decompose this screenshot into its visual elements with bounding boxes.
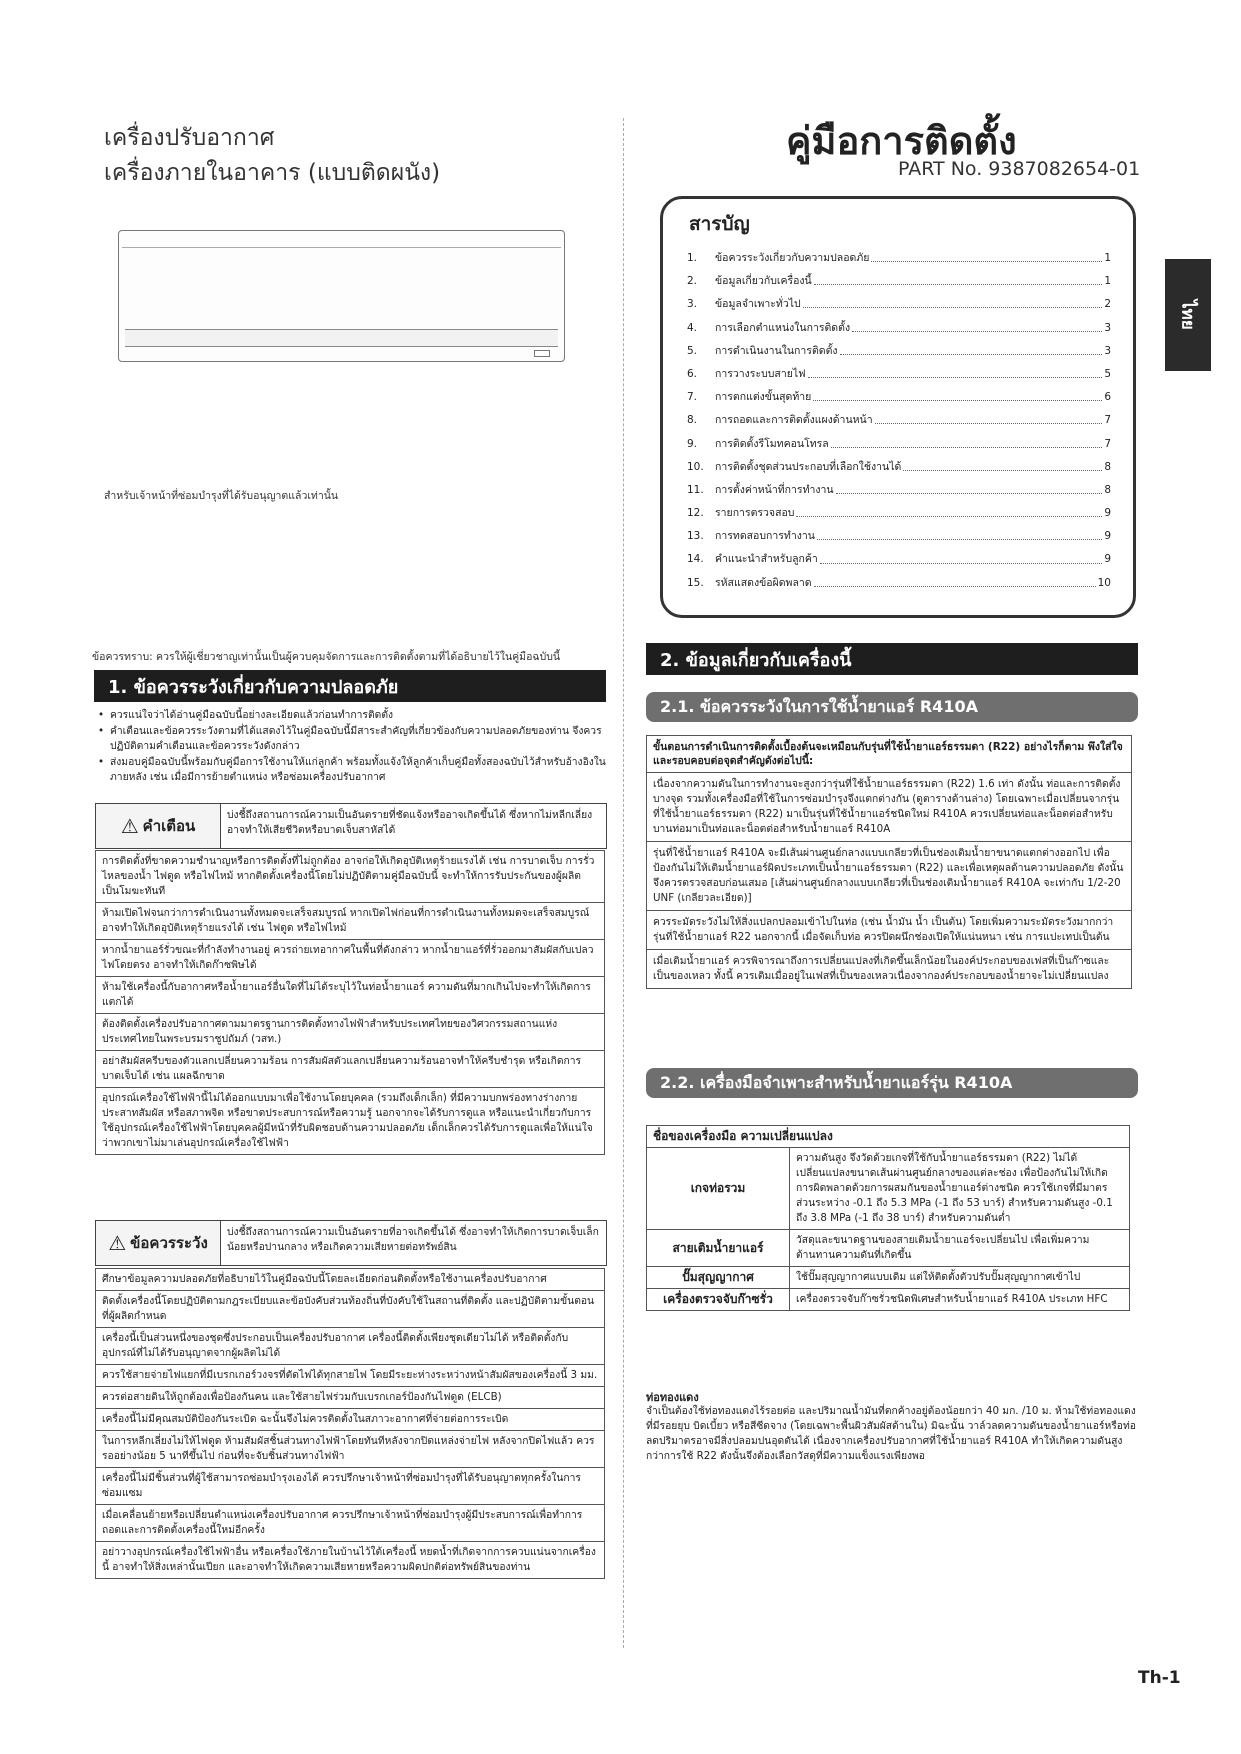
tool-name: ปั๊มสุญญากาศ: [647, 1267, 790, 1289]
toc-item-label: คำแนะนำสำหรับลูกค้า: [715, 553, 818, 566]
product-line-2: เครื่องภายในอาคาร (แบบติดผนัง): [104, 160, 441, 186]
tool-change: ใช้ปั๊มสุญญากาศแบบเดิม แต่ให้ติดตั้งตัวปรับปั๊มสุญญากาศเข้าไป: [790, 1267, 1130, 1289]
toc-item-label: รหัสแสดงข้อผิดพลาด: [715, 576, 812, 589]
language-tab: [1165, 259, 1211, 371]
warning-item: อุปกรณ์เครื่องใช้ไฟฟ้านี้ไม่ได้ออกแบบมาเพื่อใช้งานโดยบุคคล (รวมถึงเด็กเล็ก) ที่มีความบกพร่องทางร่างกาย ประสาทสัมผัส หรือสภาพจิต หรือขาดประสบการณ์หรือความรู้ นอกจากจะได้รับการดูแล หรือแนะนำเกี่ยวกับการใช้อุปกรณ์เครื่องใช้ไฟฟ้าโดยบุคคลผู้มีหน้าที่รับผิดชอบด้านความปลอดภัย เด็กเล็กควรได้รับการดูแลเพื่อให้แน่ใจว่าพวกเขาไม่มาเล่นอุปกรณ์เครื่องใช้ไฟฟ้า: [95, 1088, 605, 1155]
bullet-item: • ควรแน่ใจว่าได้อ่านคู่มือฉบับนี้อย่างละเอียดแล้วก่อนทำการติดตั้ง: [96, 708, 606, 723]
toc-item[interactable]: [687, 572, 1111, 595]
section-2-header: 2. ข้อมูลเกี่ยวกับเครื่องนี้: [646, 643, 1138, 675]
r410a-precaution-paragraph: เนื่องจากความดันในการทำงานจะสูงกว่ารุ่นที่ใช้น้ำยาแอร์ธรรมดา (R22) 1.6 เท่า ดังนั้น ท่อและการติดตั้งบางจุด รวมทั้งเครื่องมือที่ใช้ในการซ่อมบำรุงจึงแตกต่างกัน (ดูตารางด้านล่าง) โดยเฉพาะเมื่อเปลี่ยนจากรุ่นที่ใช้น้ำยาแอร์ธรรมดา (R22) มาเป็นรุ่นที่ใช้น้ำยาแอร์ชนิดใหม่ R410A ควรเปลี่ยนท่อและน็อตต่อสำหรับบานท่อมาเป็นท่อและน็อตต่อสำหรับน้ำยาแอร์ R410A: [647, 773, 1131, 842]
tools-table: [646, 1125, 1130, 1311]
caution-item: ติดตั้งเครื่องนี้โดยปฏิบัติตามกฎระเบียบและข้อบังคับส่วนท้องถิ่นที่บังคับใช้ในสถานที่ติดตั้ง และปฏิบัติตามขั้นตอนที่ผู้ผลิตกำหนด: [95, 1291, 605, 1328]
product-line-1: เครื่องปรับอากาศ: [104, 125, 275, 151]
language-tab-label: ไทย: [1177, 300, 1198, 330]
toc-item-label: การวางระบบสายไฟ: [715, 367, 806, 380]
toc-item-label: การตกแต่งขั้นสุดท้าย: [715, 391, 812, 404]
tool-name: เกจท่อรวม: [647, 1148, 790, 1230]
subsection-2-2-header: 2.2. เครื่องมือจำเพาะสำหรับน้ำยาแอร์รุ่น R410A: [646, 1068, 1138, 1098]
toc-item-number: 15.: [687, 576, 704, 589]
toc-item[interactable]: [687, 386, 1111, 409]
tool-name: เครื่องตรวจจับก๊าซรั่ว: [647, 1289, 790, 1311]
toc-item-label: การดำเนินงานในการติดตั้ง: [715, 344, 838, 357]
toc-item[interactable]: [687, 270, 1111, 293]
warning-label: คำเตือน: [142, 817, 196, 835]
safety-bullets: [96, 708, 606, 786]
warning-item: ต้องติดตั้งเครื่องปรับอากาศตามมาตรฐานการติดตั้งทางไฟฟ้าสำหรับประเทศไทยของวิศวกรรมสถานแห่งประเทศไทยในพระบรมราชูปถัมภ์ (วสท.): [95, 1014, 605, 1051]
authorized-only-note: สำหรับเจ้าหน้าที่ซ่อมบำรุงที่ได้รับอนุญาตแล้วเท่านั้น: [104, 490, 339, 502]
tool-change: เครื่องตรวจจับก๊าซรั่วชนิดพิเศษสำหรับน้ำยาแอร์ R410A ประเภท HFC: [790, 1289, 1130, 1311]
toc-item-page: 6: [1104, 391, 1111, 404]
warning-item: หากน้ำยาแอร์รั่วขณะที่กำลังทำงานอยู่ ควรถ่ายเทอากาศในพื้นที่ดังกล่าว หากน้ำยาแอร์ที่รั่วออกมาสัมผัสกับเปลวไฟโดยตรง อาจทำให้เกิดก๊าซพิษได้: [95, 940, 605, 977]
toc-item-number: 3.: [687, 298, 698, 311]
part-number: PART No. 9387082654-01: [898, 158, 1141, 180]
warning-item: ห้ามเปิดไฟจนกว่าการดำเนินงานทั้งหมดจะเสร็จสมบูรณ์ หากเปิดไฟก่อนที่การดำเนินงานทั้งหมดจะเสร็จสมบูรณ์ อาจทำให้เกิดอุบัติเหตุร้ายแรงได้ เช่น ไฟดูด หรือไฟไหม้: [95, 903, 605, 940]
toc-item-label: ข้อควรระวังเกี่ยวกับความปลอดภัย: [715, 252, 870, 264]
toc-item[interactable]: [687, 363, 1111, 386]
tool-change: วัสดุและขนาดฐานของสายเติมน้ำยาแอร์จะเปลี่ยนไป เพื่อเพิ่มความต้านทานความดันที่เกิดขึ้น: [790, 1230, 1130, 1267]
caution-header: [95, 1220, 607, 1266]
toc-item-number: 13.: [687, 530, 704, 543]
toc-item-page: 5: [1104, 367, 1111, 380]
toc-item[interactable]: [687, 456, 1111, 479]
toc-item-page: 9: [1104, 507, 1111, 520]
tools-table-row: [647, 1289, 1130, 1311]
tools-table-header: ชื่อของเครื่องมือ ความเปลี่ยนแปลง: [647, 1126, 1130, 1148]
warning-item: อย่าสัมผัสครีบของตัวแลกเปลี่ยนความร้อน การสัมผัสตัวแลกเปลี่ยนความร้อนอาจทำให้ครีบชำรุด หรือเกิดการบาดเจ็บได้ เช่น แผลฉีกขาด: [95, 1051, 605, 1088]
toc-item[interactable]: [687, 502, 1111, 525]
toc-item-label: การติดตั้งชุดส่วนประกอบที่เลือกใช้งานได้: [715, 460, 902, 473]
warning-item: ห้ามใช้เครื่องนี้กับอากาศหรือน้ำยาแอร์อื่นใดที่ไม่ได้ระบุไว้ในท่อน้ำยาแอร์ ความดันที่มากเกินไปจะทำให้เกิดการแตกได้: [95, 977, 605, 1014]
bullet-item: • คำเตือนและข้อควรระวังตามที่ได้แสดงไว้ในคู่มือฉบับนี้มีสาระสำคัญที่เกี่ยวข้องกับความปลอดภัยของท่าน จึงควรปฏิบัติตามคำเตือนและข้อควรระวังดังกล่าว: [96, 724, 606, 754]
caution-item: เมื่อเคลื่อนย้ายหรือเปลี่ยนตำแหน่งเครื่องปรับอากาศ ควรปรึกษาเจ้าหน้าที่ซ่อมบำรุงผู้มีประสบการณ์เพื่อทำการถอดและการติดตั้งเครื่องนี้ใหม่อีกครั้ง: [95, 1505, 605, 1542]
caution-item: ควรใช้สายจ่ายไฟแยกที่มีเบรกเกอร์วงจรที่ตัดไฟได้ทุกสายไฟ โดยมีระยะห่างระหว่างหน้าสัมผัสของเครื่องนี้ 3 มม.: [95, 1365, 605, 1387]
toc-item-page: 7: [1104, 437, 1111, 450]
toc-item-number: 1.: [687, 252, 698, 264]
warning-triangle-icon: ⚠: [120, 814, 139, 838]
toc-item-page: 1: [1104, 275, 1111, 288]
toc-title: สารบัญ: [689, 213, 750, 235]
bullet-item: • ส่งมอบคู่มือฉบับนี้พร้อมกับคู่มือการใช้งานให้แก่ลูกค้า พร้อมทั้งแจ้งให้ลูกค้าเก็บคู่มือทั้งสองฉบับไว้สำหรับอ้างอิงในภายหลัง เช่น เมื่อมีการย้ายตำแหน่ง หรือซ่อมเครื่องปรับอากาศ: [96, 755, 606, 785]
toc-item-number: 9.: [687, 437, 698, 450]
caution-item: เครื่องนี้เป็นส่วนหนึ่งของชุดซึ่งประกอบเป็นเครื่องปรับอากาศ เครื่องนี้ติดตั้งเพียงชุดเดียวไม่ได้ หรือติดตั้งกับอุปกรณ์ที่ไม่ได้รับอนุญาตจากผู้ผลิตไม่ได้: [95, 1328, 605, 1365]
tools-table-row: [647, 1267, 1130, 1289]
toc-item[interactable]: [687, 293, 1111, 316]
copper-pipe-title: ท่อทองแดง: [646, 1391, 699, 1404]
caution-item: ในการหลีกเลี่ยงไม่ให้ไฟดูด ห้ามสัมผัสชิ้นส่วนทางไฟฟ้าโดยทันทีหลังจากปิดแหล่งจ่ายไฟ หลังจากปิดไฟแล้ว ควรรออย่างน้อย 5 นาทีขึ้นไป ก่อนที่จะจับชิ้นส่วนทางไฟฟ้า: [95, 1431, 605, 1468]
toc-item-label: การทดสอบการทำงาน: [715, 530, 815, 543]
toc-item[interactable]: [687, 433, 1111, 456]
caution-item: ศึกษาข้อมูลความปลอดภัยที่อธิบายไว้ในคู่มือฉบับนี้โดยละเอียดก่อนติดตั้งหรือใช้งานเครื่องปรับอากาศ: [95, 1268, 605, 1291]
section-1-header: 1. ข้อควรระวังเกี่ยวกับความปลอดภัย: [94, 670, 606, 702]
toc-item-page: 1: [1104, 252, 1111, 264]
toc-item[interactable]: [687, 548, 1111, 571]
tools-table-row: [647, 1230, 1130, 1267]
toc-item-number: 11.: [687, 483, 704, 496]
toc-item-label: การถอดและการติดตั้งแผงด้านหน้า: [715, 414, 873, 427]
toc-item-label: การติดตั้งรีโมทคอนโทรล: [715, 437, 829, 450]
toc-item-number: 7.: [687, 391, 698, 404]
tools-table-row: [647, 1148, 1130, 1230]
installer-notice: ข้อควรทราบ: ควรให้ผู้เชี่ยวชาญเท่านั้นเป็นผู้ควบคุมจัดการและการติดตั้งตามที่ได้อธิบายไว้ในคู่มือฉบับนี้: [92, 651, 561, 663]
subsection-2-1-header: 2.1. ข้อควรระวังในการใช้น้ำยาแอร์ R410A: [646, 692, 1138, 722]
toc-item-page: 8: [1104, 460, 1111, 473]
toc-item-page: 7: [1104, 414, 1111, 427]
r410a-precaution-paragraph: รุ่นที่ใช้น้ำยาแอร์ R410A จะมีเส้นผ่านศูนย์กลางแบบเกลียวที่เป็นช่องเติมน้ำยาขนาดแตกต่างออกไป เพื่อป้องกันไม่ให้เติมน้ำยาแอร์ผิดประเภทเป็นน้ำยาแอร์ธรรมดา (R22) และเพื่อเหตุผลด้านความปลอดภัย ดังนั้น จึงควรตรวจสอบก่อนเสมอ [เส้นผ่านศูนย์กลางแบบเกลียวที่เป็นช่องเติมน้ำยาแอร์ R410A จะเท่ากับ 1/2-20 UNF (เกลียวละเอียด)]: [647, 842, 1131, 911]
toc-item[interactable]: [687, 479, 1111, 502]
r410a-precaution-paragraph: เมื่อเติมน้ำยาแอร์ ควรพิจารณาถึงการเปลี่ยนแปลงที่เกิดขึ้นเล็กน้อยในองค์ประกอบของเฟสที่เป็นก๊าซและเป็นของเหลว ทั้งนี้ ควรเติมเมื่ออยู่ในเฟสที่เป็นของเหลวเนื่องจากองค์ประกอบของน้ำยาจะไม่เปลี่ยนแปลง: [653, 955, 1110, 982]
warning-header: [95, 803, 607, 849]
caution-item: เครื่องนี้ไม่มีคุณสมบัติป้องกันระเบิด ฉะนั้นจึงไม่ควรติดตั้งในสภาวะอากาศที่จ่ายต่อการระเบิด: [95, 1409, 605, 1431]
toc-item-page: 9: [1104, 530, 1111, 543]
toc-item[interactable]: [687, 247, 1111, 270]
toc-item-label: การเลือกตำแหน่งในการติดตั้ง: [715, 321, 851, 334]
toc-item-page: 10: [1097, 576, 1111, 589]
manual-title: คู่มือการติดตั้ง: [786, 119, 1017, 163]
caution-item: ควรต่อสายดินให้ถูกต้องเพื่อป้องกันคน และใช้สายไฟร่วมกับเบรกเกอร์ป้องกันไฟดูด (ELCB): [95, 1387, 605, 1409]
toc-item-page: 9: [1104, 553, 1111, 566]
toc-item-number: 14.: [687, 553, 704, 566]
caution-item: เครื่องนี้ไม่มีชิ้นส่วนที่ผู้ใช้สามารถซ่อมบำรุงเองได้ ควรปรึกษาเจ้าหน้าที่ซ่อมบำรุงที่ได้รับอนุญาตทุกครั้งในการซ่อมแซม: [95, 1468, 605, 1505]
column-divider: [623, 118, 624, 1648]
caution-item: อย่าวางอุปกรณ์เครื่องใช้ไฟฟ้าอื่น หรือเครื่องใช้ภายในบ้านไว้ใต้เครื่องนี้ หยดน้ำที่เกิดจากการควบแน่นจากเครื่องนี้ อาจทำให้สิ่งเหล่านั้นเปียก และอาจทำให้เกิดความเสียหายหรือความผิดปกติต่อทรัพย์สินของท่าน: [95, 1542, 605, 1579]
caution-list: [95, 1268, 605, 1579]
r410a-precaution-paragraph: ควรระมัดระวังไม่ให้สิ่งแปลกปลอมเข้าไปในท่อ (เช่น น้ำมัน น้ำ เป็นต้น) โดยเพิ่มความระมัดระวังมากกว่ารุ่นที่ใช้น้ำยาแอร์ R22 นอกจากนี้ เมื่อจัดเก็บท่อ ควรปิดผนึกช่องเปิดให้แน่นหนา เช่น การแปะเทปเป็นต้น: [647, 911, 1131, 950]
warning-description: บ่งชี้ถึงสถานการณ์ความเป็นอันตรายที่ชัดแจ้งหรืออาจเกิดขึ้นได้ ซึ่งหากไม่หลีกเลี่ยง อาจทำให้เสียชีวิตหรือบาดเจ็บสาหัสได้: [227, 809, 593, 836]
tool-change: ความดันสูง จึงวัดด้วยเกจที่ใช้กับน้ำยาแอร์ธรรมดา (R22) ไม่ได้ เปลี่ยนแปลงขนาดเส้นผ่านศูนย์กลางของแต่ละช่อง เพื่อป้องกันไม่ให้เกิดการผิดพลาดด้วยการผสมกันของน้ำยาแอร์ต่างชนิด ควรใช้เกจที่มีมาตรส่วนระหว่าง -0.1 ถึง 5.3 MPa (-1 ถึง 53 บาร์) สำหรับความดันสูง -0.1 ถึง 3.8 MPa (-1 ถึง 38 บาร์) สำหรับความดันต่ำ: [790, 1148, 1130, 1230]
toc-item-number: 10.: [687, 460, 704, 473]
caution-label: ข้อควรระวัง: [130, 1234, 208, 1252]
toc-item[interactable]: [687, 409, 1111, 432]
toc-item[interactable]: [687, 340, 1111, 363]
toc-item-number: 5.: [687, 344, 698, 357]
toc-item-page: 3: [1104, 344, 1111, 357]
toc-list: [687, 247, 1111, 595]
page-number: Th-1: [1138, 1668, 1181, 1688]
toc-item-number: 8.: [687, 414, 698, 427]
toc-item-number: 2.: [687, 275, 698, 288]
r410a-precautions-heading: ขั้นตอนการดำเนินการติดตั้งเบื้องต้นจะเหมือนกับรุ่นที่ใช้น้ำยาแอร์ธรรมดา (R22) อย่างไรก็ตาม พึงใส่ใจและรอบคอบต่อจุดสำคัญดังต่อไปนี้:: [647, 736, 1131, 773]
toc-item-label: การตั้งค่าหน้าที่การทำงาน: [715, 483, 834, 496]
caution-description: บ่งชี้ถึงสถานการณ์ความเป็นอันตรายที่อาจเกิดขึ้นได้ ซึ่งอาจทำให้เกิดการบาดเจ็บเล็กน้อยหรือปานกลาง หรือเกิดความเสียหายต่อทรัพย์สิน: [227, 1226, 599, 1253]
copper-pipe-text: จำเป็นต้องใช้ท่อทองแดงไร้รอยต่อ และปริมาณน้ำมันที่ตกค้างอยู่ต้องน้อยกว่า 40 มก. /10 ม. ห้ามใช้ท่อทองแดงที่มีรอยยุบ บิดเบี้ยว หรือสีซีดจาง (โดยเฉพาะพื้นผิวสัมผัสด้านใน) มิฉะนั้น วาล์วลดความดันของน้ำยาแอร์หรือท่อลดปริมาตรอาจมีสิ่งปลอมปนอุดตันได้ เนื่องจากเครื่องปรับอากาศที่ใช้น้ำยาแอร์ R410A ทำให้เกิดความดันสูงกว่าการใช้ R22 ดังนั้นจึงต้องเลือกวัสดุที่มีความแข็งแรงเพียงพอ: [646, 1405, 1136, 1462]
warning-list: [95, 850, 605, 1155]
toc-item-label: ข้อมูลเกี่ยวกับเครื่องนี้: [715, 275, 812, 288]
toc-item-number: 6.: [687, 367, 698, 380]
toc-item[interactable]: [687, 317, 1111, 340]
tool-name: สายเติมน้ำยาแอร์: [647, 1230, 790, 1267]
warning-item: การติดตั้งที่ขาดความชำนาญหรือการติดตั้งที่ไม่ถูกต้อง อาจก่อให้เกิดอุบัติเหตุร้ายแรงได้ เช่น การบาดเจ็บ การรั่วไหลของน้ำ ไฟดูด หรือไฟไหม้ หากติดตั้งเครื่องนี้โดยไม่ปฏิบัติตามคู่มือฉบับนี้ จะทำให้การรับประกันของผู้ผลิตเป็นโมฆะทันที: [95, 850, 605, 903]
toc-item-number: 12.: [687, 507, 704, 520]
r410a-precautions-box: [646, 735, 1132, 989]
toc-item-page: 3: [1104, 321, 1111, 334]
toc-item-label: ข้อมูลจำเพาะทั่วไป: [715, 298, 801, 311]
indoor-unit-illustration: [118, 230, 565, 362]
toc-item-page: 2: [1104, 298, 1111, 311]
caution-triangle-icon: ⚠: [108, 1231, 127, 1255]
table-of-contents: [660, 196, 1136, 618]
toc-item[interactable]: [687, 525, 1111, 548]
toc-item-number: 4.: [687, 321, 698, 334]
toc-item-page: 8: [1104, 483, 1111, 496]
toc-item-label: รายการตรวจสอบ: [715, 507, 795, 520]
